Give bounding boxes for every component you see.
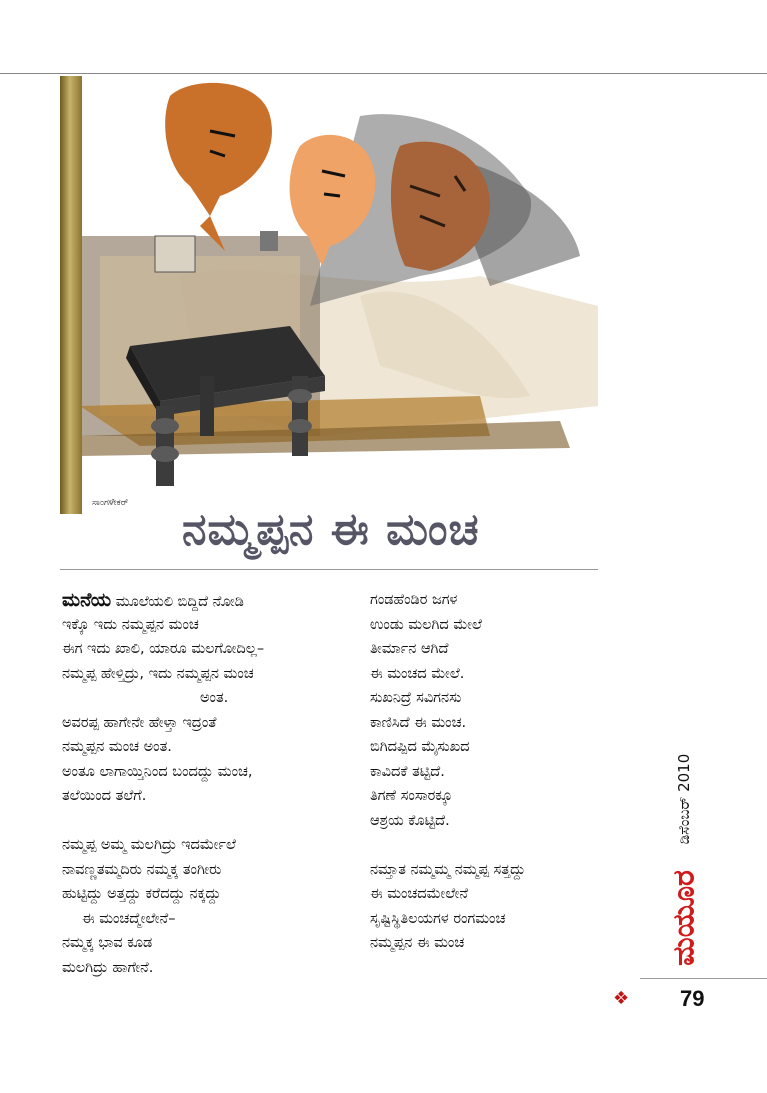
poem-line: ಈ ಮಂಚದ್ಮೇಲೇನೆ– xyxy=(82,910,176,927)
magazine-side-strip xyxy=(656,744,712,976)
poem-line: ಸುಖನಿದ್ರೆ ಸವಿಗನಸು xyxy=(370,690,462,706)
magazine-name: ಮಯೂರ xyxy=(666,870,702,966)
poem-line: ನಮ್ಮಪ್ಪ ಹೇಳ್ತಿದ್ರು, ಇದು ನಮ್ಮಪ್ಪನ ಮಂಚ xyxy=(62,665,254,682)
gold-side-bar xyxy=(60,76,82,514)
poem-line: ಈ ಮಂಚದ ಮೇಲೆ. xyxy=(370,665,465,682)
poem-line: ನಮ್ಮಪ್ಪ ಅಮ್ಮ ಮಲಗಿದ್ರು ಇದರ್ಮೇಲೆ xyxy=(62,837,236,853)
poem-line: ಹುಟ್ಟಿದ್ದು ಅತ್ತದ್ದು ಕರೆದದ್ದು ನಕ್ಕದ್ದು xyxy=(62,886,221,902)
ornament-icon: ❖ xyxy=(613,988,630,1009)
poem-line: ನಮ್ಮಕ್ಕ ಭಾವ ಕೂಡ xyxy=(62,935,153,951)
poem-line: ನಮ್ತಾತ ನಮ್ಮಮ್ಮ ನಮ್ಮಪ್ಪ ಸತ್ತದ್ದು xyxy=(370,861,526,878)
page-number: 79 xyxy=(680,986,705,1011)
poem-line: ಉಂಡು ಮಲಗಿದ ಮೇಲೆ xyxy=(370,616,482,633)
issue-date: ಡಿಸೆಂಬರ್ 2010 xyxy=(675,753,693,845)
poem-line: ಈ ಮಂಚದಮೇಲೇನೆ xyxy=(370,886,469,902)
poem-right-column xyxy=(370,588,620,956)
poem-line: ನಾವಣ್ಣತಮ್ಮದಿರು ನಮ್ಮಕ್ಕ ತಂಗೀರು xyxy=(62,861,222,878)
poem-line: ತಲೆಯಿಂದ ತಲೆಗೆ. xyxy=(62,788,147,804)
artist-credit: ಸಾಂಗಳೇಕರ್ xyxy=(92,498,129,508)
poem-line: ತೀರ್ಮಾನ ಆಗಿದೆ xyxy=(370,641,449,657)
poem-line: ಕಾವಿದಕೆ ತಟ್ಟಿದೆ. xyxy=(370,763,445,780)
poem-line: ಬಿಗಿದಪ್ಪಿದ ಮೈಸುಖದ xyxy=(370,739,470,755)
footer-rule xyxy=(640,978,767,979)
issue-date-vertical xyxy=(656,744,712,854)
poem-illustration xyxy=(60,76,598,514)
poem-title: ನಮ್ಮಪ್ಪನ ಈ ಮಂಚ xyxy=(182,504,480,555)
poem-line: ಕಾಣಿಸಿದೆ ಈ ಮಂಚ. xyxy=(370,714,467,731)
poem-line xyxy=(62,588,352,613)
poem-line xyxy=(62,809,352,834)
poem-line: ಈಗ ಇದು ಖಾಲಿ, ಯಾರೂ ಮಲಗೋದಿಲ್ಲ– xyxy=(62,641,265,657)
poem-line xyxy=(370,833,620,858)
poem-line: ಇಕ್ಕೊ ಇದು ನಮ್ಮಪ್ಪನ ಮಂಚ xyxy=(62,616,199,633)
poem-left-column xyxy=(62,588,352,980)
poem-line: ಅಂತೂ ಲಾಗಾಯ್ತಿನಿಂದ ಬಂದದ್ದು ಮಂಚ, xyxy=(62,763,253,780)
poem-line-rest: ಮೂಲೆಯಲಿ ಬಿದ್ದಿದೆ ನೋಡಿ xyxy=(111,594,244,610)
dropcap-word: ಮನೆಯ xyxy=(62,589,112,611)
magazine-name-vertical xyxy=(656,860,712,976)
poem-line: ಮಲಗಿದ್ರು ಹಾಗೇನೆ. xyxy=(62,959,154,976)
top-rule xyxy=(0,73,767,74)
title-rule xyxy=(60,569,598,570)
poem-line: ಆಶ್ರಯ ಕೊಟ್ಟಿದೆ. xyxy=(370,812,450,829)
poem-line: ನಮ್ಮಪ್ಪನ ಮಂಚ ಅಂತ. xyxy=(62,739,172,755)
poem-line: ತಿಗಣೆ ಸಂಸಾರಕ್ಕೂ xyxy=(370,788,453,804)
poem-line: ಅವರಪ್ಪ ಹಾಗೇನೇ ಹೇಳ್ತಾ ಇದ್ರಂತೆ xyxy=(62,714,217,731)
poem-line: ಗಂಡಹೆಂಡಿರ ಜಗಳ xyxy=(370,592,458,608)
poem-line: ಸೃಷ್ಟಿಸ್ಥಿತಿಲಯಗಳ ರಂಗಮಂಚ xyxy=(370,910,506,927)
poem-line: ಅಂತ. xyxy=(200,690,229,706)
poem-line: ನಮ್ಮಪ್ಪನ ಈ ಮಂಚ xyxy=(370,935,465,951)
